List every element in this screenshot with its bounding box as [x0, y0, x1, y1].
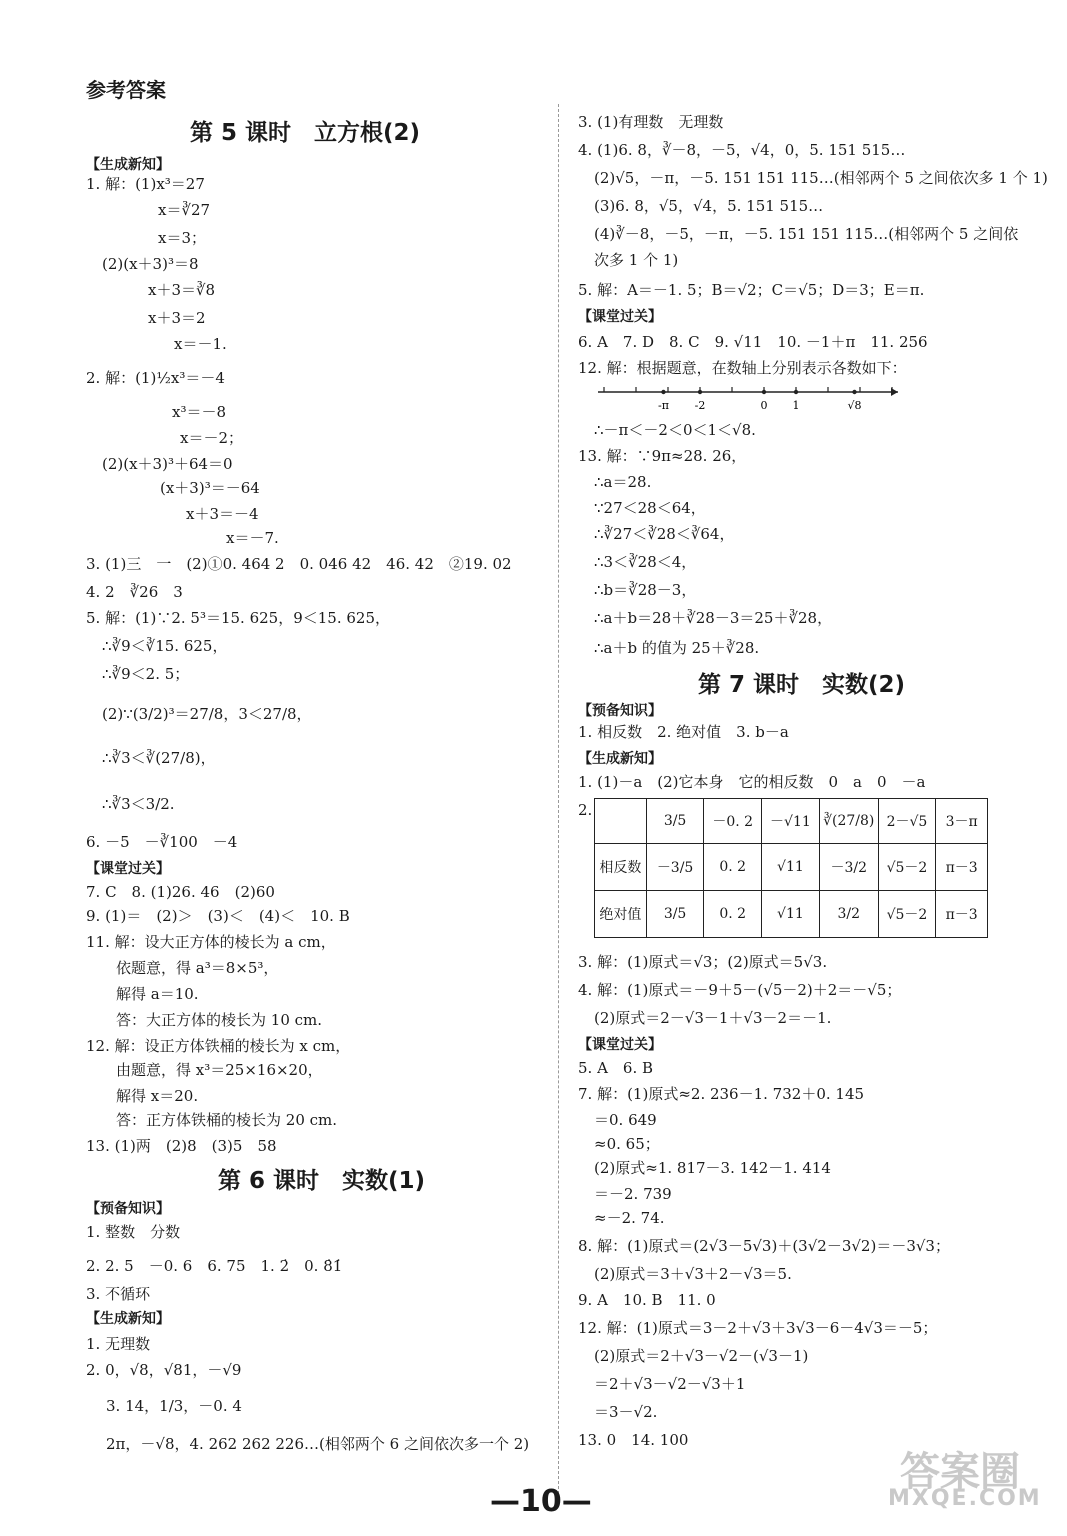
answer-line: x＋3＝－4	[186, 505, 259, 523]
column-divider	[558, 104, 559, 1499]
number-line-point	[661, 390, 665, 394]
section-heading: 【课堂过关】	[86, 861, 170, 877]
answer-line: ∴a＝28.	[594, 473, 652, 491]
answer-line: 6. A 7. D 8. C 9. √11 10. －1＋π 11. 256	[578, 333, 928, 351]
answer-line: ＝0. 649	[594, 1111, 657, 1129]
table-cell: √5－2	[878, 844, 936, 891]
section-heading: 【预备知识】	[578, 703, 662, 719]
answer-line: 2. 0，√8，√81，－√9	[86, 1361, 242, 1379]
table-cell: 0. 2	[704, 891, 761, 938]
table-row	[595, 891, 988, 938]
answer-line: 答：大正方体的棱长为 10 cm.	[116, 1011, 323, 1029]
answer-line: 7. 解：(1)原式≈2. 236－1. 732＋0. 145	[578, 1085, 865, 1103]
answer-line: ∴∛3＜∛(27/8)，	[102, 749, 216, 767]
answer-line: 12. 解：设正方体铁桶的棱长为 x cm，	[86, 1037, 351, 1055]
answer-line: x＝－2；	[180, 429, 244, 447]
answer-line: x＝3；	[158, 229, 207, 247]
answer-line: ∴∛9＜∛15. 625，	[102, 637, 228, 655]
answer-line: x³＝－8	[172, 403, 227, 421]
page-number: —10—	[490, 1484, 592, 1519]
answer-line: (2)(x＋3)³＋64＝0	[102, 455, 233, 473]
answer-line: 1. 无理数	[86, 1335, 151, 1353]
answer-line: 3. (1)有理数 无理数	[578, 113, 724, 131]
table-cell: －0. 2	[704, 799, 761, 844]
answer-line: ＝－2. 739	[594, 1185, 672, 1203]
answer-line: 9. (1)＝ (2)＞ (3)＜ (4)＜ 10. B	[86, 907, 350, 925]
answer-line: (2)∵(3/2)³＝27/8，3＜27/8，	[102, 705, 312, 723]
section-heading: 【生成新知】	[578, 751, 662, 767]
table-cell: －3/2	[819, 844, 878, 891]
answer-line: 2.	[578, 801, 593, 819]
answer-line: 6. －5 －∛100 －4	[86, 833, 238, 851]
lesson-title: 第 7 课时 实数(2)	[698, 672, 906, 698]
answer-line: 2π，－√8，4. 262 262 226…(相邻两个 6 之间依次多一个 2)	[106, 1435, 530, 1453]
table-cell: √5－2	[878, 891, 936, 938]
answer-line: ＝2＋√3－√2－√3＋1	[594, 1375, 746, 1393]
table-cell: π－3	[936, 891, 988, 938]
table-row	[595, 844, 988, 891]
answer-line: ∴∛27＜∛28＜∛64，	[594, 525, 735, 543]
answer-line: (2)原式＝3＋√3＋2－√3＝5.	[594, 1265, 792, 1283]
answer-line: ＝3－√2.	[594, 1403, 658, 1421]
answer-line: 1. 解：(1)x³＝27	[86, 175, 205, 193]
answer-line: (x＋3)³＝－64	[160, 479, 260, 497]
table-cell: ∛(27/8)	[819, 799, 878, 844]
answer-line: 5. 解：A＝－1. 5；B＝√2；C＝√5；D＝3；E＝π.	[578, 281, 925, 299]
table-cell: 相反数	[595, 844, 647, 891]
table-cell: 3－π	[936, 799, 988, 844]
number-line-label: -π	[657, 399, 669, 412]
answer-line: (2)√5，－π，－5. 151 151 115…(相邻两个 5 之间依次多 1 个 1)	[594, 169, 1048, 187]
section-heading: 【课堂过关】	[578, 1037, 662, 1053]
answer-line: 11. 解：设大正方体的棱长为 a cm，	[86, 933, 336, 951]
answer-line: ∴3＜∛28＜4，	[594, 553, 697, 571]
number-line	[598, 380, 918, 414]
table-cell: π－3	[936, 844, 988, 891]
number-line-label: √8	[847, 399, 862, 412]
number-line-point	[762, 390, 766, 394]
answer-line: 7. C 8. (1)26. 46 (2)60	[86, 883, 275, 901]
answer-line: 1. 相反数 2. 绝对值 3. b－a	[578, 723, 789, 741]
table-cell: 0. 2	[704, 844, 761, 891]
watermark-logo	[880, 1440, 1050, 1520]
answer-line: (2)(x＋3)³＝8	[102, 255, 199, 273]
number-line-point	[794, 390, 798, 394]
answer-line: x＝－1.	[174, 335, 227, 353]
number-line-label: -2	[694, 399, 706, 412]
lesson-title: 第 5 课时 立方根(2)	[190, 120, 421, 146]
answer-line: ≈0. 65；	[594, 1135, 660, 1153]
answer-line: 12. 解：根据题意，在数轴上分别表示各数如下：	[578, 359, 907, 377]
answer-line: 1. 整数 分数	[86, 1223, 181, 1241]
answer-line: (3)6. 8，√5，√4，5. 151 515…	[594, 197, 824, 215]
table-cell: －3/5	[646, 844, 704, 891]
watermark-en: MXQE.COM	[888, 1486, 1042, 1511]
answer-line: 13. 解：∵9π≈28. 26，	[578, 447, 747, 465]
answer-line: ∴b＝∛28－3，	[594, 581, 697, 599]
answer-line: 2. 2. 5 －0. 6 6. 75 1. 2̇ 0. 8̇1̇	[86, 1257, 343, 1275]
table-cell	[595, 799, 647, 844]
answer-line: 答：正方体铁桶的棱长为 20 cm.	[116, 1111, 338, 1129]
page-header: 参考答案	[86, 78, 166, 102]
lesson-title: 第 6 课时 实数(1)	[218, 1168, 426, 1194]
answer-line: 13. 0 14. 100	[578, 1431, 689, 1449]
answer-line: 3. 14，1/3，－0. 4	[106, 1397, 242, 1415]
number-line-label: 1	[792, 399, 800, 412]
answer-line: 13. (1)两 (2)8 (3)5 58	[86, 1137, 277, 1155]
table-cell: 3/5	[646, 891, 704, 938]
answer-line: 8. 解：(1)原式＝(2√3－5√3)＋(3√2－3√2)＝－3√3；	[578, 1237, 950, 1255]
section-heading: 【预备知识】	[86, 1201, 170, 1217]
answer-line: 由题意，得 x³＝25×16×20，	[116, 1061, 323, 1079]
number-line-point	[698, 390, 702, 394]
answer-line: 3. 不循环	[86, 1285, 151, 1303]
answer-line: ∴－π＜－2＜0＜1＜√8.	[594, 421, 756, 439]
table-cell: √11	[761, 844, 819, 891]
answer-line: ∴a＋b 的值为 25＋∛28.	[594, 639, 760, 657]
answer-line: 解得 a＝10.	[116, 985, 199, 1003]
answer-line: 4. (1)6. 8，∛－8，－5，√4，0，5. 151 515…	[578, 141, 906, 159]
answer-line: ∴∛3＜3/2.	[102, 795, 175, 813]
table-cell: 3/2	[819, 891, 878, 938]
answer-line: x＋3＝2	[148, 309, 206, 327]
answer-line: 4. 2 ∛26 3	[86, 583, 183, 601]
table-row	[595, 799, 988, 844]
answer-line: 3. (1)三 一 (2)①0. 464 2 0. 046 42 46. 42 ②19. 02	[86, 555, 512, 573]
answer-line: 依题意，得 a³＝8×5³，	[116, 959, 279, 977]
section-heading: 【生成新知】	[86, 1311, 170, 1327]
answer-line: ∴∛9＜2. 5；	[102, 665, 190, 683]
table-cell: √11	[761, 891, 819, 938]
watermark-cn: 答案圈	[900, 1449, 1020, 1495]
opposite-absolute-table	[594, 798, 988, 938]
number-line-label: 0	[760, 399, 768, 412]
answer-line: 解得 x＝20.	[116, 1087, 199, 1105]
answer-line: x＝∛27	[158, 201, 211, 219]
answer-line: ∵27＜28＜64，	[594, 499, 706, 517]
answer-line: x＝－7.	[226, 529, 279, 547]
number-line-point	[852, 390, 856, 394]
answer-line: 3. 解：(1)原式＝√3；(2)原式＝5√3.	[578, 953, 828, 971]
table-cell: －√11	[761, 799, 819, 844]
answer-line: 9. A 10. B 11. 0	[578, 1291, 716, 1309]
table-cell: 绝对值	[595, 891, 647, 938]
answer-line: 1. (1)－a (2)它本身 它的相反数 0 a 0 －a	[578, 773, 926, 791]
answer-line: ≈－2. 74.	[594, 1209, 665, 1227]
answer-line: (4)∛－8，－5，－π，－5. 151 151 115…(相邻两个 5 之间依	[594, 225, 1019, 243]
answer-line: 4. 解：(1)原式＝－9＋5－(√5－2)＋2＝－√5；	[578, 981, 902, 999]
answer-line: (2)原式＝2＋√3－√2－(√3－1)	[594, 1347, 809, 1365]
answer-line: (2)原式＝2－√3－1＋√3－2＝－1.	[594, 1009, 832, 1027]
section-heading: 【生成新知】	[86, 157, 170, 173]
answer-line: 5. 解：(1)∵2. 5³＝15. 625，9＜15. 625，	[86, 609, 391, 627]
answer-line: 2. 解：(1)½x³＝－4	[86, 369, 225, 387]
answer-line: ∴a＋b＝28＋∛28－3＝25＋∛28，	[594, 609, 833, 627]
answer-line: (2)原式≈1. 817－3. 142－1. 414	[594, 1159, 831, 1177]
table-cell: 3/5	[646, 799, 704, 844]
section-heading: 【课堂过关】	[578, 309, 662, 325]
answer-line: 12. 解：(1)原式＝3－2＋√3＋3√3－6－4√3＝－5；	[578, 1319, 938, 1337]
answer-line: 次多 1 个 1)	[594, 251, 679, 269]
answer-line: x＋3＝∛8	[148, 281, 216, 299]
answer-line: 5. A 6. B	[578, 1059, 654, 1077]
table-cell: 2－√5	[878, 799, 936, 844]
